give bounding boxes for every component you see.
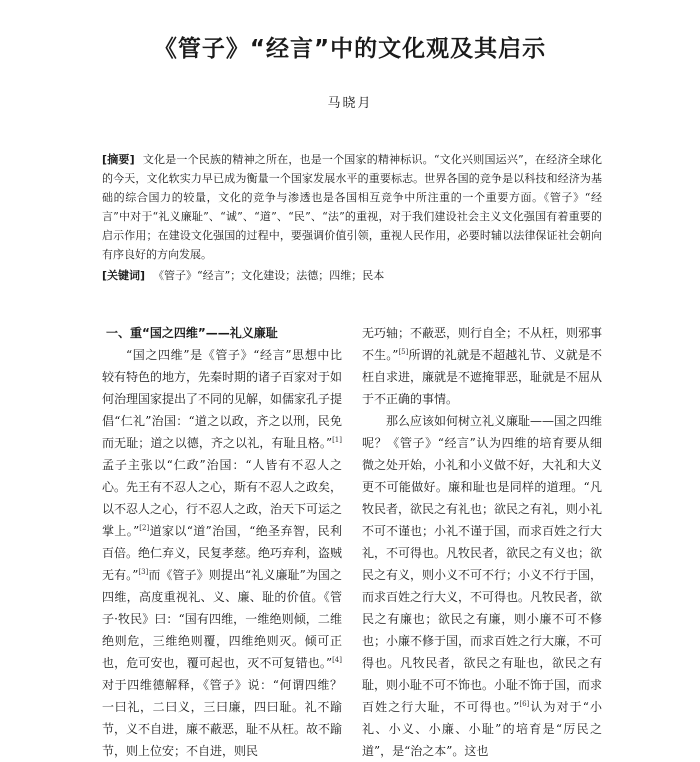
body-paragraph [362, 410, 602, 762]
body-text: 孟子主张以“仁政”治国：“人皆有不忍人之心。先王有不忍人之心，斯有不忍人之政矣，以不忍人之心，行不忍人之政，治天下可运之掌上。” [102, 458, 343, 538]
body-text: “国之四维”是《管子》“经言”思想中比较有特色的地方，先秦时期的诸子百家对于如何治理国家提出了不同的见解，如儒家孔子提倡“仁礼”治国：“道之以政，齐之以刑，民免而无耻；道之以德，齐之以礼，有耻且格。” [102, 348, 343, 450]
body-text: 那么应该如何树立礼义廉耻——国之四维呢？《管子》“经言”认为四维的培育要从细微之处开始，小礼和小义做不好，大礼和大义更不可能做好。廉和耻也是同样的道理。“凡牧民者，欲民之有礼也；欲民之有礼，则小礼不可不谨也；小礼不谨于国，而求百姓之行大礼，不可得也。凡牧民者，欲民之有义也；欲民之有义，则小义不可不行；小义不行于国，而求百姓之行大义，不可得也。凡牧民者，欲民之有廉也；欲民之有廉，则小廉不可不修也；小廉不修于国，而求百姓之行大廉，不可得也。凡牧民者，欲民之有耻也，欲民之有耻，则小耻不可不饰也。小耻不饰于国，而求百姓之行大耻，不可得也。” [362, 414, 603, 714]
abstract-paragraph [102, 150, 602, 264]
body-text: 而《管子》则提出“礼义廉耻”为国之四维，高度重视礼、义、廉、耻的价值。《管子·牧民》曰：“国有四维，一维绝则倾，二维绝则危，三维绝则覆，四维绝则灭。倾可正也，危可安也，覆可起也，灭不可复错也。” [102, 568, 342, 670]
citation-ref: [2] [139, 524, 150, 532]
citation-ref: [1] [332, 436, 342, 444]
citation-ref: [6] [519, 700, 530, 708]
keywords-label: [关键词] [102, 269, 146, 282]
section-heading: 一、重“国之四维”——礼义廉耻 [106, 326, 278, 340]
body-paragraph [102, 344, 342, 762]
body-text: 无巧轴；不蔽恶，则行自全；不从枉，则邪事不生。” [362, 326, 603, 362]
body-text: 道家以“道”治国，“绝圣弃智，民利百倍。绝仁弃义，民复孝慈。绝巧弃利，盗贼无有。” [102, 524, 343, 582]
citation-ref: [5] [398, 348, 409, 356]
left-column [102, 322, 342, 762]
abstract-label: [摘要] [102, 153, 135, 166]
body-text: 认为对于“小礼、小义、小廉、小耻”的培育是“厉民之道”，是“治之本”。这也 [362, 700, 602, 758]
abstract-text: 文化是一个民族的精神之所在，也是一个国家的精神标识。“文化兴则国运兴”，在经济全球化的今天，文化软实力早已成为衡量一个国家发展水平的重要标志。世界各国的竞争是以科技和经济为基础的综合国力的较量，文化的竞争与渗透也是各国相互竞争中所注重的一个重要方面。《管子》“经言”中对于“礼义廉耻”、“诚”、“道”、“民”、“法”的重视，对于我们建设社会主义文化强国有着重要的启示作用；在建设文化强国的过程中，要强调价值引领，重视人民作用，必要时辅以法律保证社会朝向有序良好的方向发展。 [102, 153, 602, 261]
body-text: 所谓的礼就是不超越礼节、义就是不枉自求进，廉就是不遮掩罪恶，耻就是不屈从于不正确的事情。 [362, 348, 603, 406]
right-column [362, 322, 602, 762]
paper-title: 《管子》“经言”中的文化观及其启示 [153, 36, 547, 62]
author-name: 马晓月 [327, 96, 373, 111]
citation-ref: [3] [138, 568, 149, 576]
keywords-text: 《管子》“经言”；文化建设；法德；四维；民本 [153, 269, 385, 282]
body-text: 对于四维德解释，《管子》说：“何谓四维？一曰礼，二曰义，三曰廉，四曰耻。礼不踰节，义不自进，廉不蔽恶，耻不从枉。故不踰节，则上位安；不自进，则民 [102, 678, 343, 758]
body-paragraph [362, 322, 602, 410]
citation-ref: [4] [332, 656, 342, 664]
keywords-paragraph [102, 266, 602, 285]
abstract-block [102, 150, 602, 285]
